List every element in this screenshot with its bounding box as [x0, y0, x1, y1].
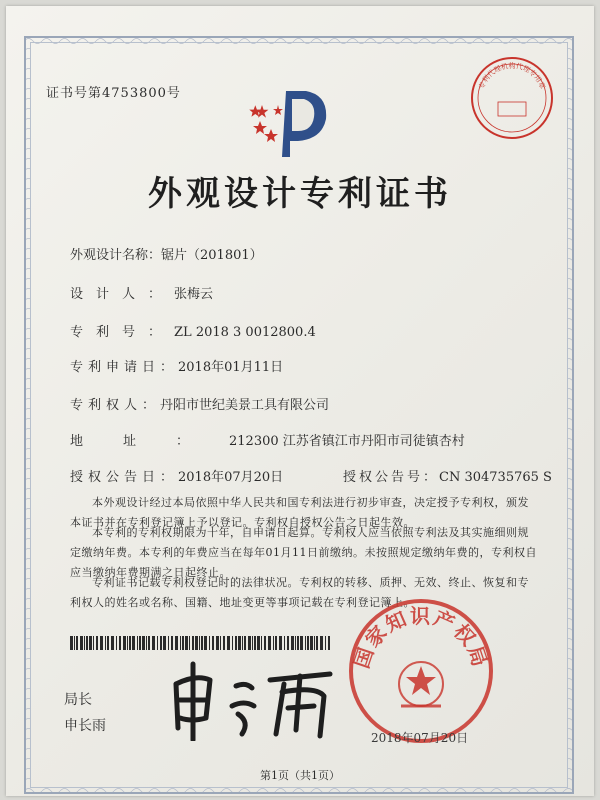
certificate-number: 证书号第4753800号 — [46, 86, 181, 101]
patentee-label: 专利权人： — [70, 398, 161, 413]
seal-date: 2018年07月20日 — [371, 731, 469, 745]
director-signature — [166, 656, 346, 741]
design-name-label: 外观设计名称： — [70, 248, 162, 263]
address-row — [70, 430, 465, 449]
grant-date-row — [70, 466, 283, 485]
director-name: 申长雨 — [64, 718, 106, 734]
svg-text:专利代理机构代理专用章: 专利代理机构代理专用章 — [477, 62, 547, 91]
patentee-value: 丹阳市世纪美景工具有限公司 — [160, 398, 330, 413]
patent-number-value: ZL 2018 3 0012800.4 — [174, 325, 316, 340]
design-name-row — [70, 244, 263, 263]
agency-stamp — [468, 54, 556, 142]
paragraph-legal-status: 专利证书记载专利权登记时的法律状况。专利权的转移、质押、无效、终止、恢复和专利权人的姓名或名称、国籍、地址变更等事项记载在专利登记簿上。 — [70, 576, 529, 609]
certificate-sheet — [6, 6, 594, 796]
designer-label: 设计人： — [70, 287, 175, 302]
application-date-value: 2018年01月11日 — [178, 360, 284, 375]
patent-number-label: 专利号： — [70, 325, 175, 340]
paragraph-grant: 本外观设计经过本局依照中华人民共和国专利法进行初步审查，决定授予专利权，颁发本证书并在专利登记簿上予以登记。专利权自授权公告之日起生效。 — [70, 496, 529, 529]
director-title: 局长 — [64, 692, 92, 708]
grant-date-value: 2018年07月20日 — [178, 470, 284, 485]
address-label: 地址： — [70, 434, 230, 449]
svg-text:国家知识产权局: 国家知识产权局 — [349, 604, 493, 672]
paragraph-term: 本专利的专利权期限为十年，自申请日起算。专利权人应当依照专利法及其实施细则规定缴纳年费。本专利的年费应当在每年01月11日前缴纳。未按照规定缴纳年费的，专利权自应当缴纳年费期满之日起终止。 — [70, 526, 537, 579]
application-date-label: 专利申请日： — [70, 360, 179, 375]
designer-row — [70, 283, 213, 302]
application-date-row — [70, 356, 283, 375]
patent-number-row — [70, 321, 316, 340]
page-title: 外观设计专利证书 — [148, 174, 452, 214]
patent-office-logo — [246, 81, 336, 161]
barcode — [70, 636, 332, 650]
grant-number-row — [343, 466, 552, 485]
official-seal — [346, 596, 496, 746]
grant-number-label: 授权公告号： — [343, 470, 440, 485]
address-value: 212300 江苏省镇江市丹阳市司徒镇杏村 — [229, 434, 465, 449]
grant-number-value: CN 304735765 S — [439, 470, 552, 485]
grant-date-label: 授权公告日： — [70, 470, 179, 485]
page-number: 第1页（共1页） — [260, 769, 340, 782]
patentee-row — [70, 394, 329, 413]
designer-value: 张梅云 — [174, 287, 214, 302]
design-name-value: 锯片（201801） — [161, 248, 263, 263]
